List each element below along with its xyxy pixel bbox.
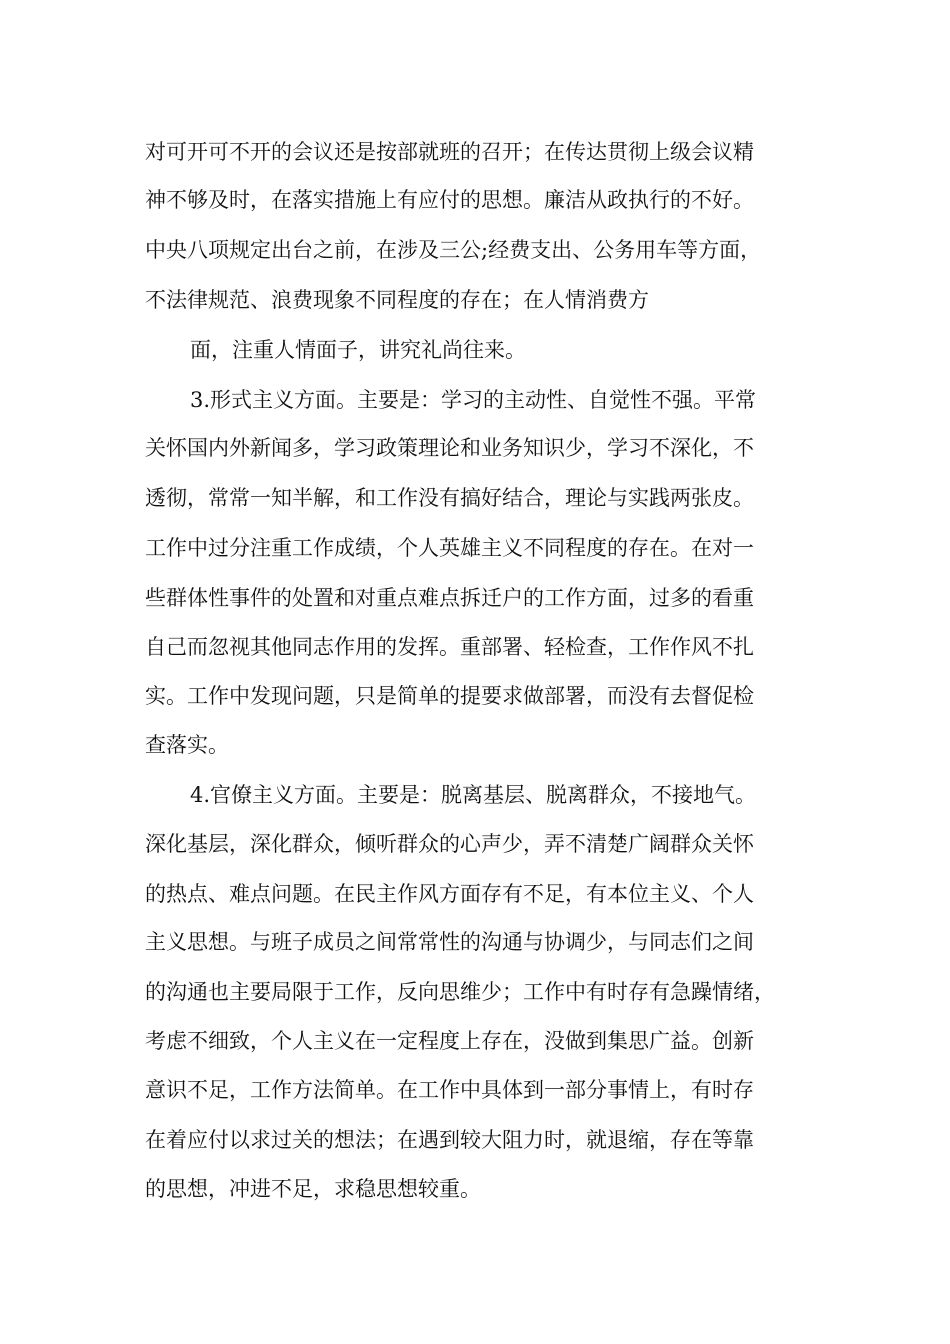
text-line: 些群体性事件的处置和对重点难点拆迁户的工作方面，过多的看重: [145, 586, 754, 610]
text-line: 对可开可不开的会议还是按部就班的召开；在传达贯彻上级会议精: [145, 140, 754, 164]
text-line: 神不够及时，在落实措施上有应付的思想。廉洁从政执行的不好。: [145, 188, 754, 212]
text-line: 的热点、难点问题。在民主作风方面存有不足，有本位主义、个人: [145, 882, 754, 906]
text-line: 意识不足，工作方法简单。在工作中具体到一部分事情上，有时存: [145, 1078, 754, 1102]
text-line: 考虑不细致，个人主义在一定程度上存在，没做到集思广益。创新: [145, 1029, 754, 1053]
text-line: 面，注重人情面子，讲究礼尚往来。: [190, 338, 526, 362]
text-line: 中央八项规定出台之前，在涉及三公;经费支出、公务用车等方面，: [145, 238, 762, 262]
text-line: 主义思想。与班子成员之间常常性的沟通与协调少，与同志们之间: [145, 930, 754, 954]
text-line: 实。工作中发现问题，只是简单的提要求做部署，而没有去督促检: [145, 684, 754, 708]
text-line: 的沟通也主要局限于工作，反向思维少；工作中有时存有急躁情绪，: [145, 980, 775, 1004]
text-line: 关怀国内外新闻多，学习政策理论和业务知识少，学习不深化，不: [145, 436, 754, 460]
text-line: 自己而忽视其他同志作用的发挥。重部署、轻检查，工作作风不扎: [145, 635, 754, 659]
text-line: 透彻，常常一知半解，和工作没有搞好结合，理论与实践两张皮。: [145, 486, 754, 510]
text-line: 3.形式主义方面。主要是：学习的主动性、自觉性不强。平常: [190, 388, 757, 412]
text-line: 在着应付以求过关的想法；在遇到较大阻力时，就退缩，存在等靠: [145, 1128, 754, 1152]
text-line: 深化基层，深化群众，倾听群众的心声少，弄不清楚广阔群众关怀: [145, 832, 754, 856]
text-line: 的思想，冲进不足，求稳思想较重。: [145, 1177, 481, 1201]
text-line: 查落实。: [145, 733, 229, 757]
text-line: 工作中过分注重工作成绩，个人英雄主义不同程度的存在。在对一: [145, 536, 754, 560]
text-line: 不法律规范、浪费现象不同程度的存在；在人情消费方: [145, 288, 649, 312]
text-line: 4.官僚主义方面。主要是：脱离基层、脱离群众，不接地气。: [190, 783, 757, 807]
